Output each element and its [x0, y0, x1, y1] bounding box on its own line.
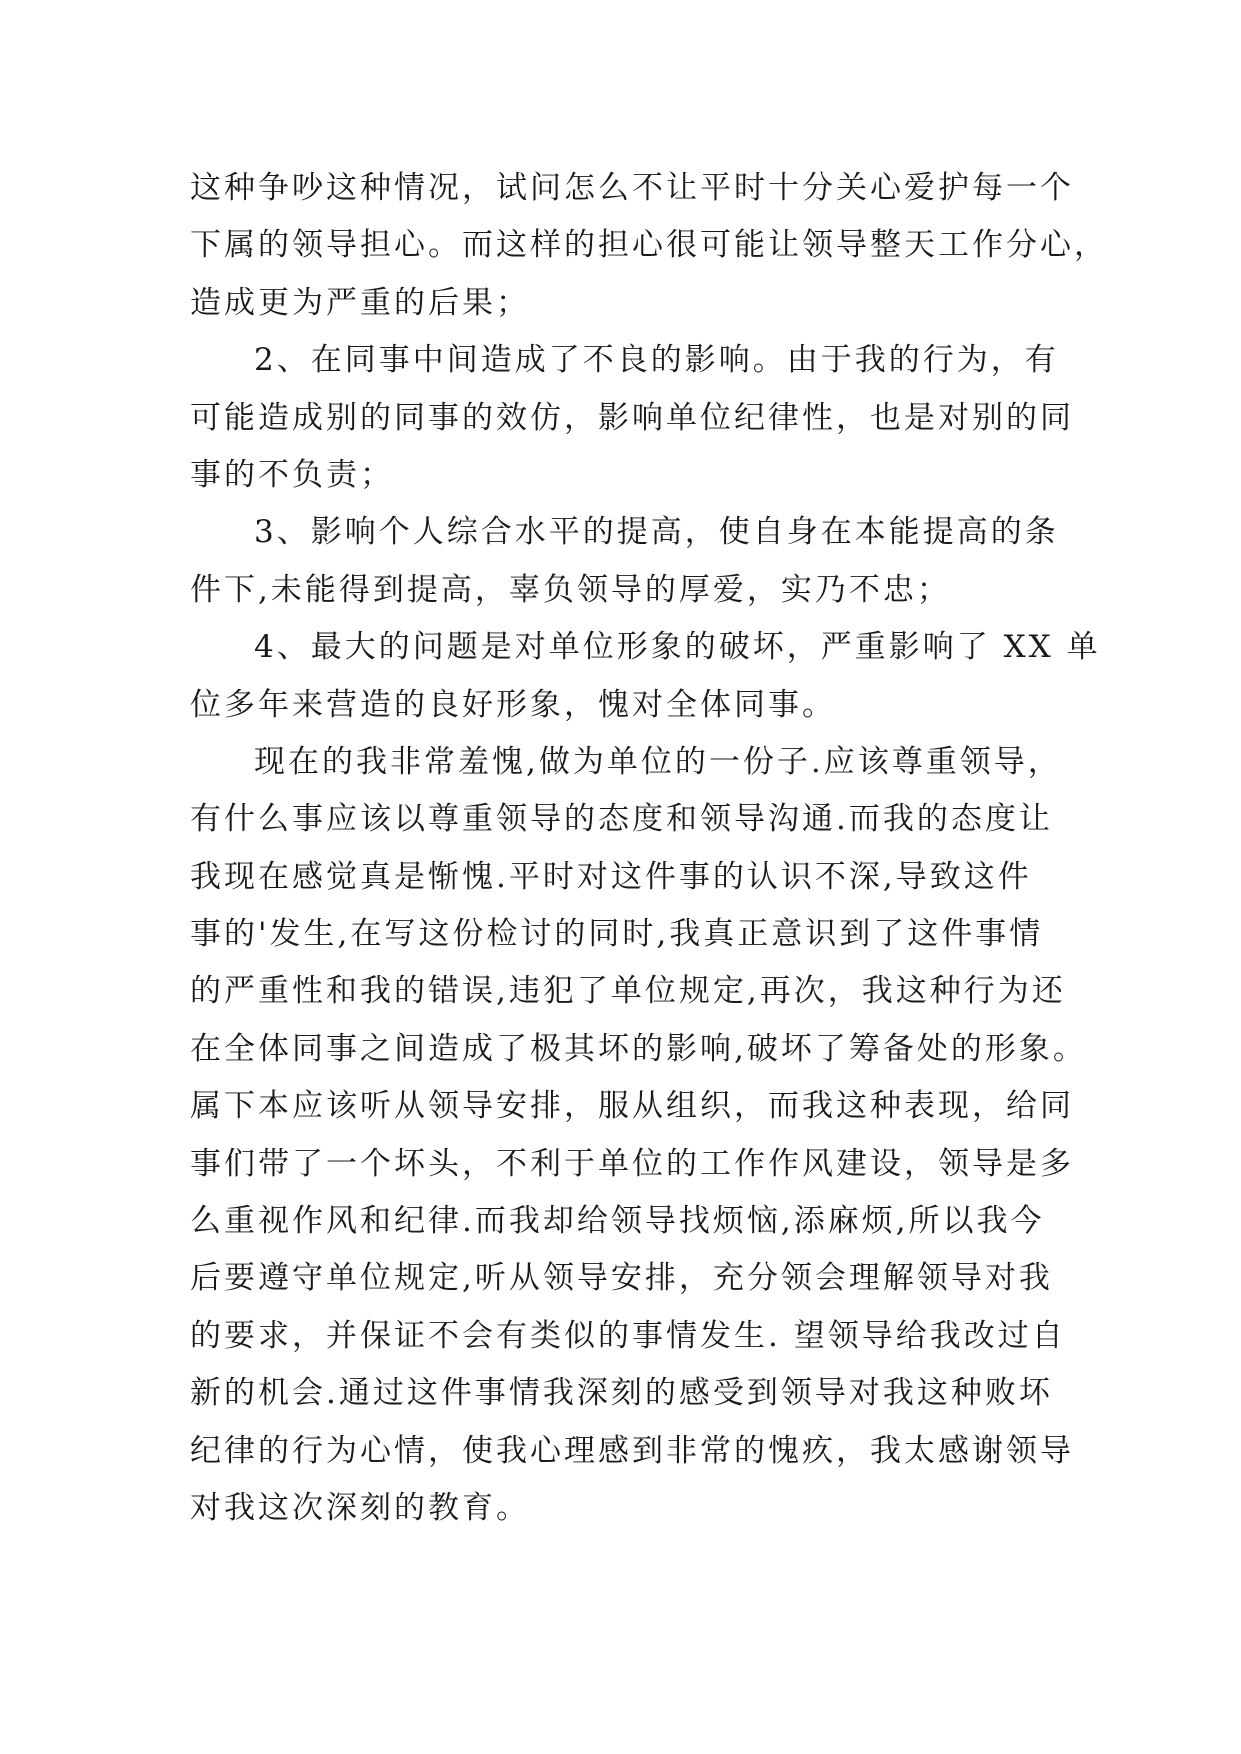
text-line: 事的'发生,在写这份检讨的同时,我真正意识到了这件事情	[190, 916, 1044, 953]
text-line: 新的机会.通过这件事情我深刻的感受到领导对我这种败坏	[190, 1375, 1053, 1412]
text-line: 属下本应该听从领导安排，服从组织，而我这种表现，给同	[190, 1088, 1074, 1125]
document-body	[190, 160, 1108, 1537]
text-line: 的要求，并保证不会有类似的事情发生. 望领导给我改过自	[190, 1317, 1066, 1354]
text-line: 我现在感觉真是惭愧.平时对这件事的认识不深,导致这件	[190, 858, 1032, 895]
text-line: 可能造成别的同事的效仿，影响单位纪律性，也是对别的同	[190, 399, 1074, 436]
text-line: 件下,未能得到提高，辜负领导的厚爱，实乃不忠；	[190, 571, 951, 608]
text-line: 造成更为严重的后果；	[190, 284, 530, 321]
text-line: 位多年来营造的良好形象，愧对全体同事。	[190, 686, 836, 723]
text-line: 在全体同事之间造成了极其坏的影响,破坏了筹备处的形象。	[190, 1030, 1087, 1067]
text-line: 4、最大的问题是对单位形象的破坏，严重影响了 XX 单	[254, 629, 1101, 666]
text-line: 纪律的行为心情，使我心理感到非常的愧疚，我太感谢领导	[190, 1432, 1074, 1469]
text-line: 事的不负责；	[190, 456, 394, 493]
text-line: 2、在同事中间造成了不良的影响。由于我的行为，有	[254, 342, 1059, 379]
text-line: 下属的领导担心。而这样的担心很可能让领导整天工作分心，	[190, 227, 1108, 264]
text-line: 事们带了一个坏头，不利于单位的工作作风建设，领导是多	[190, 1145, 1074, 1182]
text-line: 后要遵守单位规定,听从领导安排，充分领会理解领导对我	[190, 1260, 1053, 1297]
text-line: 这种争吵这种情况，试问怎么不让平时十分关心爱护每一个	[190, 170, 1074, 206]
text-line: 的严重性和我的错误,违犯了单位规定,再次，我这种行为还	[190, 973, 1066, 1010]
text-line: 现在的我非常羞愧,做为单位的一份子.应该尊重领导，	[254, 743, 1062, 780]
text-line: 3、影响个人综合水平的提高，使自身在本能提高的条	[254, 514, 1059, 551]
text-line: 有什么事应该以尊重领导的态度和领导沟通.而我的态度让	[190, 801, 1053, 838]
text-line: 么重视作风和纪律.而我却给领导找烦恼,添麻烦,所以我今	[190, 1203, 1045, 1240]
text-line: 对我这次深刻的教育。	[190, 1489, 530, 1526]
